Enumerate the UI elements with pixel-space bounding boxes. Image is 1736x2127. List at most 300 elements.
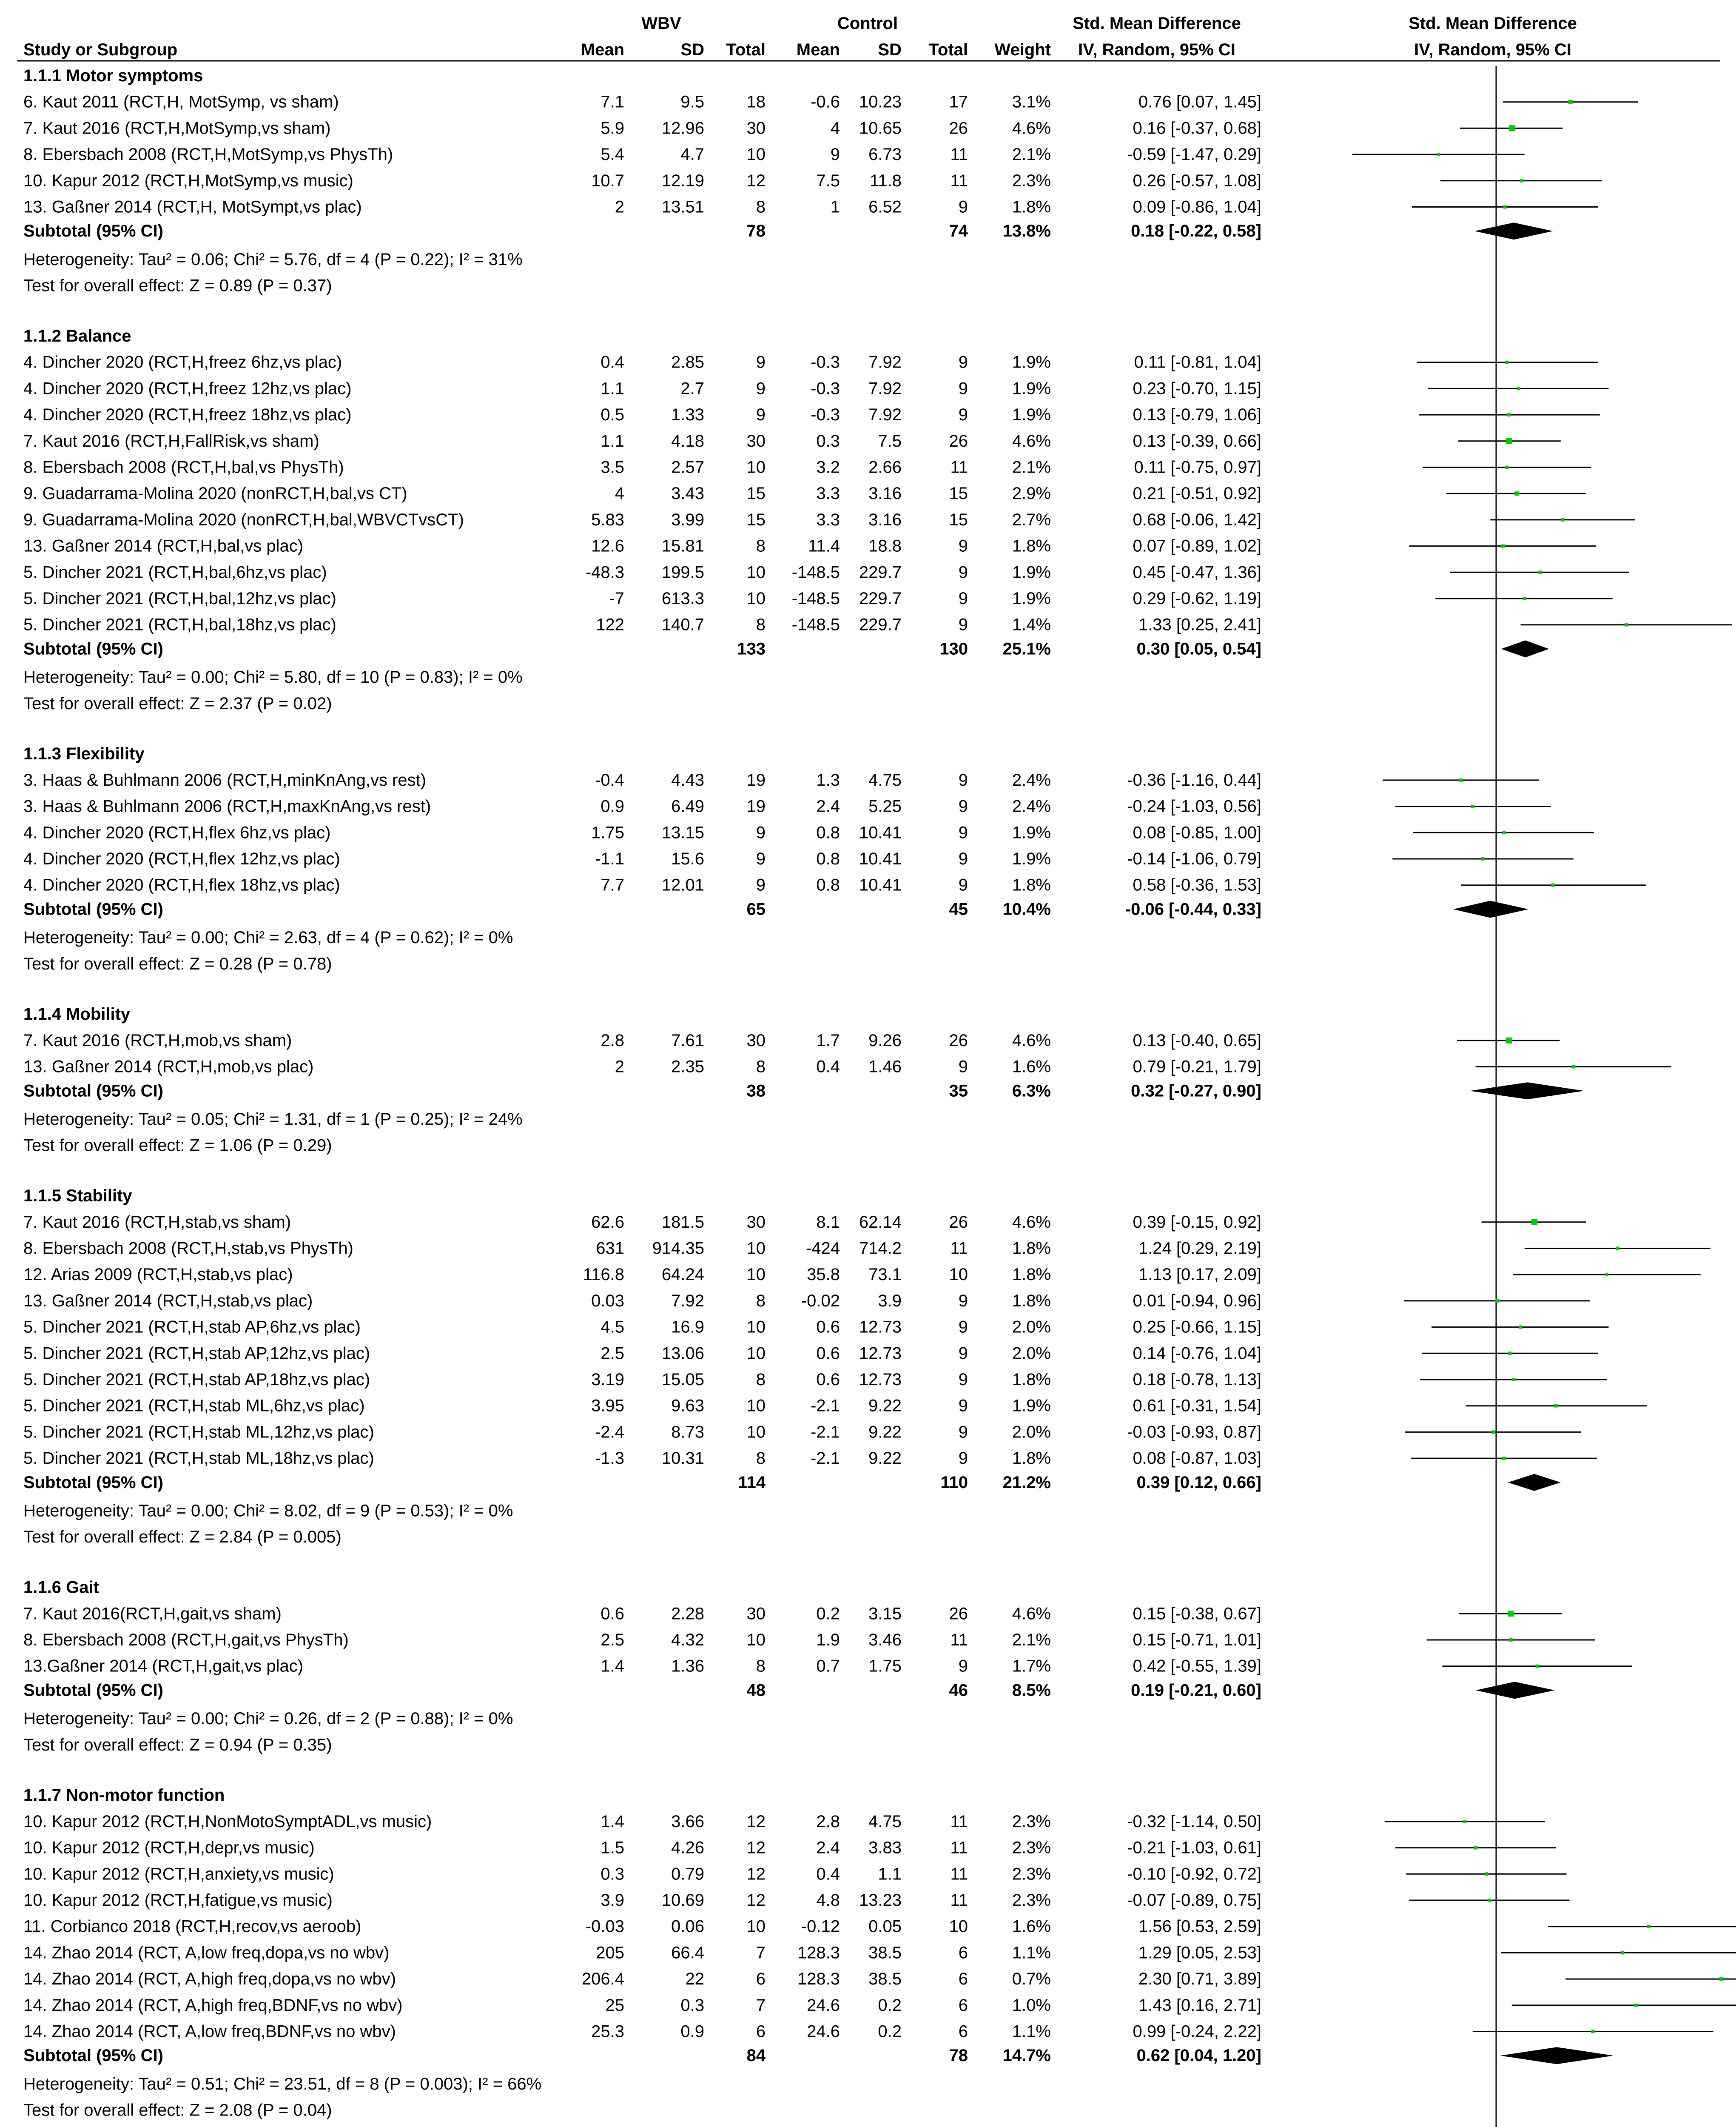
study-name: 5. Dincher 2021 (RCT,H,stab ML,6hz,vs plac) [23, 1396, 365, 1415]
subtotal-label: Subtotal (95% CI) [23, 222, 163, 241]
wbv-sd: 0.79 [671, 1865, 704, 1884]
control-sd: 714.2 [859, 1239, 902, 1258]
control-sd: 10.41 [859, 823, 902, 842]
control-total: 26 [949, 1031, 968, 1050]
control-sd: 9.22 [868, 1449, 902, 1468]
subtotal-diamond [1470, 1082, 1584, 1099]
wbv-sd: 64.24 [661, 1265, 704, 1284]
control-mean: 3.3 [816, 510, 840, 529]
wbv-total: 10 [746, 1631, 766, 1649]
control-mean: 2.4 [816, 1838, 840, 1857]
wbv-sd: 7.61 [671, 1031, 704, 1050]
wbv-sd: 12.96 [661, 119, 704, 138]
subtotal-control-total: 74 [949, 222, 968, 241]
subtotal-control-total: 130 [939, 639, 968, 659]
wbv-mean: 62.6 [591, 1212, 624, 1232]
control-mean: 128.3 [797, 1970, 840, 1989]
wbv-total: 19 [746, 797, 766, 816]
study-effect-ci: 0.09 [-0.86, 1.04] [1133, 197, 1261, 217]
study-name: 10. Kapur 2012 (RCT,H,NonMotoSymptADL,vs music) [23, 1812, 432, 1831]
col-wbv-sd: SD [680, 40, 704, 59]
wbv-total: 8 [756, 1449, 766, 1468]
wbv-sd: 2.85 [671, 353, 704, 372]
subgroup-overall-effect: Test for overall effect: Z = 0.89 (P = 0.37) [23, 276, 332, 295]
control-mean: -424 [805, 1239, 840, 1258]
control-mean: -2.1 [811, 1396, 840, 1415]
control-sd: 7.92 [868, 405, 902, 425]
control-total: 9 [958, 770, 968, 790]
point-estimate [1539, 570, 1542, 574]
wbv-mean: 1.4 [600, 1812, 624, 1831]
control-total: 9 [958, 1449, 968, 1468]
wbv-sd: 12.19 [661, 171, 704, 190]
wbv-mean: 2.8 [600, 1031, 624, 1050]
study-weight: 1.9% [1012, 589, 1051, 608]
study-effect-ci: 0.14 [-0.76, 1.04] [1133, 1344, 1261, 1363]
point-estimate [1568, 100, 1573, 104]
control-sd: 10.41 [859, 875, 902, 895]
wbv-total: 9 [756, 353, 766, 372]
point-estimate [1512, 1378, 1515, 1381]
wbv-mean: 4 [615, 484, 624, 503]
study-effect-ci: 1.43 [0.16, 2.71] [1138, 1996, 1261, 2015]
study-name: 7. Kaut 2016 (RCT,H,FallRisk,vs sham) [23, 431, 319, 450]
control-sd: 6.73 [868, 145, 902, 164]
control-mean: 8.1 [816, 1212, 840, 1232]
study-name: 5. Dincher 2021 (RCT,H,stab ML,18hz,vs plac) [23, 1449, 374, 1468]
point-estimate [1505, 361, 1508, 364]
wbv-total: 10 [746, 1423, 766, 1442]
wbv-total: 30 [746, 1212, 766, 1232]
wbv-total: 10 [746, 1396, 766, 1415]
col-study: Study or Subgroup [23, 40, 178, 59]
point-estimate [1517, 387, 1520, 390]
control-sd: 6.52 [868, 197, 902, 217]
wbv-mean: 7.7 [600, 875, 624, 895]
control-mean: -148.5 [791, 563, 840, 582]
control-mean: 1.3 [816, 770, 840, 790]
study-weight: 1.8% [1012, 1291, 1051, 1310]
point-estimate [1509, 125, 1515, 131]
study-name: 8. Ebersbach 2008 (RCT,H,bal,vs PhysTh) [23, 458, 344, 477]
wbv-sd: 15.81 [661, 536, 704, 556]
control-sd: 7.92 [868, 353, 902, 372]
wbv-mean: 122 [596, 615, 624, 634]
study-name: 14. Zhao 2014 (RCT, A,low freq,dopa,vs no wbv) [23, 1943, 390, 1962]
wbv-mean: 2.5 [600, 1344, 624, 1363]
wbv-mean: 2.5 [600, 1631, 624, 1649]
control-mean: 0.8 [816, 875, 840, 895]
control-total: 9 [958, 405, 968, 425]
point-estimate [1471, 805, 1474, 808]
study-name: 9. Guadarrama-Molina 2020 (nonRCT,H,bal,WBVCTvsCT) [23, 510, 464, 529]
wbv-sd: 3.99 [671, 510, 704, 529]
wbv-mean: 0.9 [600, 797, 624, 816]
control-mean: 128.3 [797, 1943, 840, 1962]
study-weight: 1.9% [1012, 379, 1051, 398]
wbv-total: 8 [756, 197, 766, 217]
point-estimate [1536, 1665, 1539, 1668]
study-weight: 1.1% [1012, 2022, 1051, 2041]
header-control: Control [837, 14, 898, 33]
control-mean: 11.4 [808, 536, 840, 556]
wbv-mean: 4.5 [600, 1317, 624, 1337]
study-weight: 2.1% [1012, 145, 1051, 164]
wbv-total: 8 [756, 615, 766, 634]
wbv-mean: 25.3 [591, 2022, 624, 2041]
subgroup-title: 1.1.7 Non-motor function [23, 1786, 225, 1805]
subgroup-heterogeneity: Heterogeneity: Tau² = 0.00; Chi² = 2.63, df = 4 (P = 0.62); I² = 0% [23, 928, 513, 947]
control-sd: 1.46 [868, 1057, 902, 1076]
point-estimate [1437, 153, 1440, 156]
col-weight: Weight [994, 40, 1051, 59]
control-mean: -148.5 [791, 589, 840, 608]
wbv-mean: 3.9 [600, 1891, 624, 1910]
control-mean: 0.7 [816, 1657, 840, 1676]
subtotal-control-total: 35 [949, 1081, 968, 1101]
control-mean: 1.9 [816, 1631, 840, 1649]
header-plot: Std. Mean Difference [1409, 14, 1577, 33]
control-total: 17 [949, 92, 968, 111]
wbv-sd: 4.32 [671, 1631, 704, 1649]
subtotal-effect-ci: 0.39 [0.12, 0.66] [1136, 1473, 1261, 1492]
wbv-sd: 3.43 [671, 484, 704, 503]
control-total: 11 [950, 1865, 968, 1884]
wbv-total: 6 [756, 1970, 766, 1989]
point-estimate [1502, 831, 1505, 834]
point-estimate [1508, 1351, 1511, 1355]
control-total: 11 [950, 1631, 968, 1649]
study-name: 10. Kapur 2012 (RCT,H,anxiety,vs music) [23, 1865, 334, 1884]
control-mean: -2.1 [811, 1423, 840, 1442]
subgroup-overall-effect: Test for overall effect: Z = 0.28 (P = 0.78) [23, 954, 332, 973]
point-estimate [1474, 1846, 1477, 1850]
col-control-sd: SD [878, 40, 902, 59]
point-estimate [1519, 1326, 1523, 1329]
study-name: 7. Kaut 2016 (RCT,H,stab,vs sham) [23, 1212, 291, 1232]
control-mean: 35.8 [807, 1265, 840, 1284]
control-total: 9 [958, 797, 968, 816]
study-weight: 2.3% [1012, 1812, 1051, 1831]
control-total: 9 [958, 379, 968, 398]
study-name: 3. Haas & Buhlmann 2006 (RCT,H,minKnAng,vs rest) [23, 770, 427, 790]
subtotal-diamond [1508, 1474, 1561, 1491]
control-mean: 0.4 [816, 1057, 840, 1076]
control-sd: 7.5 [878, 431, 902, 450]
point-estimate [1514, 491, 1519, 496]
wbv-sd: 13.06 [661, 1344, 704, 1363]
wbv-total: 30 [746, 431, 766, 450]
wbv-mean: 1.5 [600, 1838, 624, 1857]
wbv-total: 10 [746, 1344, 766, 1363]
wbv-mean: 7.1 [600, 92, 624, 111]
wbv-total: 12 [746, 171, 766, 190]
subtotal-effect-ci: 0.32 [-0.27, 0.90] [1131, 1081, 1261, 1101]
point-estimate [1561, 518, 1564, 522]
control-mean: 2.4 [816, 797, 840, 816]
point-estimate [1503, 205, 1507, 209]
study-name: 10. Kapur 2012 (RCT,H,fatigue,vs music) [23, 1891, 333, 1910]
wbv-total: 19 [746, 770, 766, 790]
wbv-sd: 6.49 [671, 797, 704, 816]
study-weight: 2.3% [1012, 1838, 1051, 1857]
study-weight: 3.1% [1012, 92, 1051, 111]
wbv-total: 10 [746, 1239, 766, 1258]
study-effect-ci: 0.23 [-0.70, 1.15] [1133, 379, 1261, 398]
study-effect-ci: 0.01 [-0.94, 0.96] [1133, 1291, 1261, 1310]
wbv-mean: 10.7 [591, 171, 624, 190]
control-mean: -0.3 [811, 405, 840, 425]
wbv-sd: 13.15 [661, 823, 704, 842]
subgroup-heterogeneity: Heterogeneity: Tau² = 0.00; Chi² = 8.02, df = 9 (P = 0.53); I² = 0% [23, 1501, 513, 1520]
study-weight: 1.8% [1012, 1370, 1051, 1389]
control-sd: 4.75 [868, 770, 902, 790]
study-weight: 2.0% [1012, 1423, 1051, 1442]
study-weight: 1.8% [1012, 536, 1051, 556]
subgroup-overall-effect: Test for overall effect: Z = 2.84 (P = 0.005) [23, 1528, 342, 1547]
study-name: 10. Kapur 2012 (RCT,H,depr,vs music) [23, 1838, 315, 1857]
wbv-total: 15 [746, 510, 766, 529]
control-total: 9 [958, 1057, 968, 1076]
subtotal-weight: 14.7% [1002, 2046, 1051, 2065]
point-estimate [1488, 1899, 1491, 1902]
control-total: 15 [949, 484, 968, 503]
wbv-sd: 8.73 [671, 1423, 704, 1442]
wbv-mean: 2 [615, 1057, 624, 1076]
study-weight: 2.3% [1012, 1865, 1051, 1884]
subtotal-weight: 25.1% [1002, 639, 1051, 659]
wbv-mean: 3.95 [591, 1396, 624, 1415]
control-sd: 9.22 [868, 1396, 902, 1415]
wbv-mean: 5.83 [591, 510, 624, 529]
study-weight: 4.6% [1012, 1604, 1051, 1623]
study-effect-ci: -0.03 [-0.93, 0.87] [1127, 1423, 1261, 1442]
control-total: 9 [958, 1396, 968, 1415]
wbv-mean: 0.3 [600, 1865, 624, 1884]
study-name: 8. Ebersbach 2008 (RCT,H,MotSymp,vs PhysTh) [23, 145, 393, 164]
control-total: 6 [958, 1996, 968, 2015]
control-sd: 3.16 [868, 510, 902, 529]
control-total: 11 [950, 171, 968, 190]
study-name: 13. Gaßner 2014 (RCT,H,mob,vs plac) [23, 1057, 314, 1076]
subtotal-wbv-total: 65 [746, 900, 766, 919]
wbv-sd: 15.6 [671, 850, 704, 868]
control-mean: 0.3 [816, 431, 840, 450]
study-weight: 1.6% [1012, 1057, 1051, 1076]
control-sd: 2.66 [868, 458, 902, 477]
subtotal-weight: 21.2% [1002, 1473, 1051, 1492]
study-weight: 2.0% [1012, 1317, 1051, 1337]
study-effect-ci: 0.42 [-0.55, 1.39] [1133, 1657, 1261, 1676]
wbv-sd: 2.28 [671, 1604, 704, 1623]
study-name: 13. Gaßner 2014 (RCT,H,bal,vs plac) [23, 536, 304, 556]
control-total: 26 [949, 1604, 968, 1623]
study-name: 9. Guadarrama-Molina 2020 (nonRCT,H,bal,vs CT) [23, 484, 407, 503]
point-estimate [1523, 597, 1526, 600]
wbv-sd: 0.3 [680, 1996, 704, 2015]
point-estimate [1485, 1872, 1488, 1876]
control-total: 9 [958, 353, 968, 372]
wbv-sd: 3.66 [671, 1812, 704, 1831]
control-mean: -2.1 [811, 1449, 840, 1468]
subtotal-weight: 8.5% [1012, 1681, 1051, 1700]
study-effect-ci: 1.56 [0.53, 2.59] [1138, 1917, 1261, 1936]
control-total: 11 [950, 1812, 968, 1831]
wbv-sd: 66.4 [671, 1943, 704, 1962]
point-estimate [1554, 1404, 1557, 1408]
subgroup-title: 1.1.4 Mobility [23, 1005, 131, 1024]
study-name: 14. Zhao 2014 (RCT, A,high freq,dopa,vs no wbv) [23, 1970, 396, 1989]
control-total: 15 [949, 510, 968, 529]
subtotal-label: Subtotal (95% CI) [23, 1081, 163, 1101]
control-sd: 1.1 [878, 1865, 902, 1884]
wbv-total: 12 [746, 1865, 766, 1884]
study-weight: 2.4% [1012, 797, 1051, 816]
study-weight: 4.6% [1012, 431, 1051, 450]
point-estimate [1616, 1247, 1619, 1250]
study-effect-ci: 0.13 [-0.39, 0.66] [1133, 431, 1261, 450]
control-mean: 3.2 [816, 458, 840, 477]
control-sd: 12.73 [859, 1317, 902, 1337]
wbv-mean: 0.5 [600, 405, 624, 425]
subtotal-effect-ci: 0.30 [0.05, 0.54] [1136, 639, 1261, 659]
control-total: 11 [950, 1891, 968, 1910]
point-estimate [1506, 438, 1512, 444]
study-weight: 1.4% [1012, 615, 1051, 634]
study-weight: 1.9% [1012, 563, 1051, 582]
control-sd: 229.7 [859, 563, 902, 582]
study-name: 5. Dincher 2021 (RCT,H,stab ML,12hz,vs plac) [23, 1423, 374, 1442]
wbv-sd: 2.35 [671, 1057, 704, 1076]
study-weight: 1.8% [1012, 875, 1051, 895]
study-name: 13. Gaßner 2014 (RCT,H, MotSympt,vs plac) [23, 197, 362, 217]
wbv-sd: 9.5 [680, 92, 704, 111]
wbv-mean: -1.1 [595, 850, 624, 868]
control-sd: 11.8 [870, 171, 902, 190]
header-effect: Std. Mean Difference [1073, 14, 1241, 33]
control-total: 9 [958, 589, 968, 608]
wbv-sd: 1.33 [671, 405, 704, 425]
wbv-total: 10 [746, 1317, 766, 1337]
study-effect-ci: 0.15 [-0.71, 1.01] [1133, 1631, 1261, 1649]
study-name: 5. Dincher 2021 (RCT,H,bal,6hz,vs plac) [23, 563, 327, 582]
wbv-mean: 25 [605, 1996, 624, 2015]
wbv-total: 9 [756, 405, 766, 425]
wbv-total: 8 [756, 1657, 766, 1676]
control-sd: 3.15 [868, 1604, 902, 1623]
study-name: 4. Dincher 2020 (RCT,H,freez 6hz,vs plac) [23, 353, 342, 372]
control-mean: 0.8 [816, 823, 840, 842]
study-effect-ci: -0.07 [-0.89, 0.75] [1127, 1891, 1261, 1910]
study-weight: 1.9% [1012, 405, 1051, 425]
wbv-mean: -7 [609, 589, 624, 608]
control-mean: -0.12 [801, 1917, 840, 1936]
point-estimate [1481, 857, 1484, 861]
point-estimate [1591, 2030, 1595, 2033]
control-sd: 0.2 [878, 2022, 902, 2041]
subgroup-overall-effect: Test for overall effect: Z = 2.37 (P = 0.02) [23, 694, 332, 713]
control-total: 6 [958, 1970, 968, 1989]
control-total: 6 [958, 2022, 968, 2041]
control-sd: 3.46 [868, 1631, 902, 1649]
subgroup-heterogeneity: Heterogeneity: Tau² = 0.00; Chi² = 0.26, df = 2 (P = 0.88); I² = 0% [23, 1709, 513, 1728]
wbv-sd: 13.51 [661, 197, 704, 217]
wbv-mean: 0.6 [600, 1604, 624, 1623]
study-name: 6. Kaut 2011 (RCT,H, MotSymp, vs sham) [23, 92, 339, 111]
subtotal-effect-ci: 0.19 [-0.21, 0.60] [1131, 1681, 1261, 1700]
control-mean: 0.8 [816, 850, 840, 868]
control-sd: 12.73 [859, 1344, 902, 1363]
study-name: 10. Kapur 2012 (RCT,H,MotSymp,vs music) [23, 171, 353, 190]
study-effect-ci: 0.68 [-0.06, 1.42] [1133, 510, 1261, 529]
control-sd: 73.1 [868, 1265, 902, 1284]
control-total: 11 [950, 1239, 968, 1258]
study-effect-ci: 0.18 [-0.78, 1.13] [1133, 1370, 1261, 1389]
subtotal-label: Subtotal (95% CI) [23, 639, 163, 659]
study-effect-ci: 0.16 [-0.37, 0.68] [1133, 119, 1261, 138]
subgroup-overall-effect: Test for overall effect: Z = 1.06 (P = 0.29) [23, 1136, 332, 1155]
wbv-mean: 5.9 [600, 119, 624, 138]
control-sd: 13.23 [859, 1891, 902, 1910]
study-weight: 4.6% [1012, 119, 1051, 138]
subtotal-weight: 10.4% [1002, 900, 1051, 919]
wbv-sd: 4.26 [671, 1838, 704, 1857]
wbv-total: 30 [746, 1604, 766, 1623]
control-total: 9 [958, 1370, 968, 1389]
wbv-sd: 914.35 [652, 1239, 704, 1258]
study-effect-ci: 0.79 [-0.21, 1.79] [1133, 1057, 1261, 1076]
subgroup-title: 1.1.6 Gait [23, 1578, 99, 1597]
point-estimate [1509, 1638, 1513, 1642]
wbv-sd: 140.7 [661, 615, 704, 634]
subgroup-heterogeneity: Heterogeneity: Tau² = 0.51; Chi² = 23.51, df = 8 (P = 0.003); I² = 66% [23, 2074, 542, 2093]
subtotal-diamond [1501, 640, 1549, 657]
study-effect-ci: 0.13 [-0.79, 1.06] [1133, 405, 1261, 425]
subgroup-title: 1.1.5 Stability [23, 1186, 132, 1206]
study-effect-ci: -0.32 [-1.14, 0.50] [1127, 1812, 1261, 1831]
control-total: 26 [949, 1212, 968, 1232]
point-estimate [1502, 1457, 1505, 1460]
study-name: 4. Dincher 2020 (RCT,H,freez 18hz,vs plac) [23, 405, 352, 425]
study-effect-ci: 0.08 [-0.87, 1.03] [1133, 1449, 1261, 1468]
study-effect-ci: 0.21 [-0.51, 0.92] [1133, 484, 1261, 503]
wbv-mean: 0.03 [591, 1291, 624, 1310]
wbv-sd: 613.3 [661, 589, 704, 608]
subtotal-diamond [1500, 2047, 1614, 2064]
study-effect-ci: 0.13 [-0.40, 0.65] [1133, 1031, 1261, 1050]
wbv-mean: -2.4 [595, 1423, 624, 1442]
subgroup-title: 1.1.1 Motor symptoms [23, 66, 203, 85]
point-estimate [1647, 1925, 1651, 1928]
study-weight: 4.6% [1012, 1212, 1051, 1232]
control-sd: 0.2 [878, 1996, 902, 2015]
study-effect-ci: 2.30 [0.71, 3.89] [1138, 1970, 1261, 1989]
wbv-mean: -0.4 [595, 770, 624, 790]
study-effect-ci: 0.25 [-0.66, 1.15] [1133, 1317, 1261, 1337]
wbv-sd: 10.69 [661, 1891, 704, 1910]
study-effect-ci: 1.33 [0.25, 2.41] [1138, 615, 1261, 634]
wbv-total: 15 [746, 484, 766, 503]
control-total: 9 [958, 1291, 968, 1310]
subtotal-diamond [1453, 901, 1528, 918]
subtotal-label: Subtotal (95% CI) [23, 1681, 163, 1700]
study-weight: 2.1% [1012, 1631, 1051, 1649]
control-total: 11 [950, 145, 968, 164]
study-weight: 1.8% [1012, 1239, 1051, 1258]
study-effect-ci: 1.13 [0.17, 2.09] [1138, 1265, 1261, 1284]
study-effect-ci: -0.36 [-1.16, 0.44] [1127, 770, 1261, 790]
study-name: 3. Haas & Buhlmann 2006 (RCT,H,maxKnAng,vs rest) [23, 797, 431, 816]
